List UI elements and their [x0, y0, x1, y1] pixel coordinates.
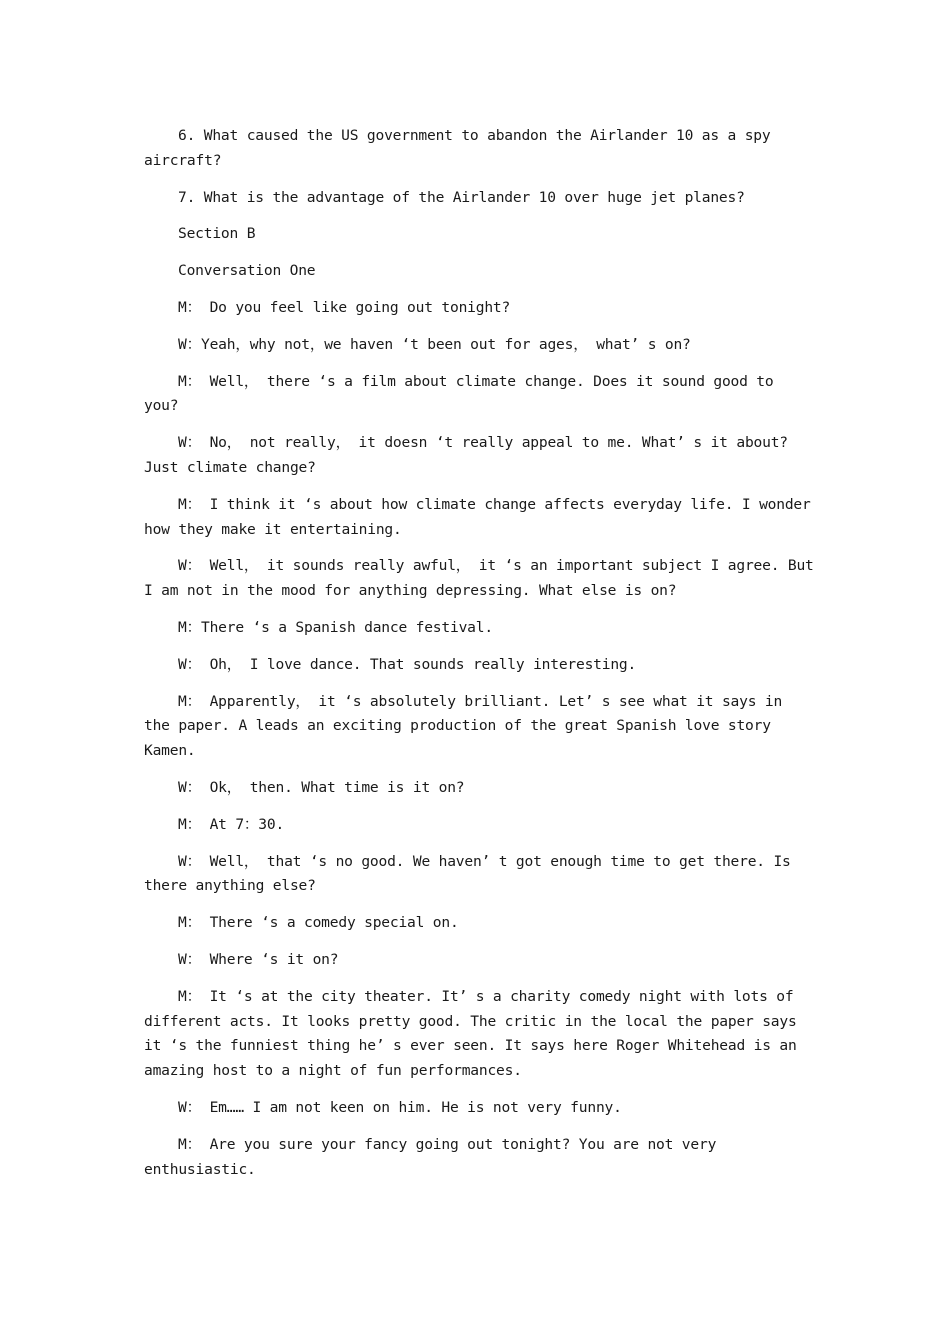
dialogue-line: M：There ‘s a Spanish dance festival. [178, 618, 493, 636]
conversation-heading: Conversation One [178, 262, 316, 280]
dialogue-line: M： At 7：30. [178, 815, 285, 833]
dialogue-line: W： Em…… I am not keen on him. He is not very funny. [178, 1098, 622, 1116]
dialogue-line: W： No， not really， it doesn ‘t really appeal to me. What’ s it about? Just climate change? [144, 434, 788, 476]
question-7: 7. What is the advantage of the Airlander 10 over huge jet planes? [178, 188, 745, 206]
dialogue-line: M： Apparently， it ‘s absolutely brilliant. Let’ s see what it says in the paper. A leads an exciting production of the great Spanish love story Kamen. [144, 692, 783, 760]
dialogue-line: W： Where ‘s it on? [178, 950, 339, 968]
dialogue-line: M： There ‘s a comedy special on. [178, 914, 459, 932]
dialogue-line: M： Do you feel like going out tonight? [178, 298, 511, 316]
dialogue-line: M： I think it ‘s about how climate change affects everyday life. I wonder how they make it entertaining. [144, 495, 811, 538]
section-heading: Section B [178, 225, 256, 243]
question-6: 6. What caused the US government to abandon the Airlander 10 as a spy aircraft? [144, 127, 771, 169]
dialogue-line: M： It ‘s at the city theater. It’ s a charity comedy night with lots of different acts. It looks pretty good. The critic in the local the paper says it ‘s the funniest thing he’ s ever seen. It says here Roger Whitehead is an amazing host to a night of fun performances. [144, 987, 797, 1080]
dialogue-line: M： Well， there ‘s a film about climate change. Does it sound good to you? [144, 372, 774, 415]
dialogue-line: W： Well， that ‘s no good. We haven’ t got enough time to get there. Is there anything else? [144, 852, 791, 895]
document-page [144, 124, 816, 1194]
dialogue-line: M： Are you sure your fancy going out tonight? You are not very enthusiastic. [144, 1135, 717, 1178]
dialogue-line: W： Oh， I love dance. That sounds really interesting. [178, 655, 637, 673]
dialogue-line: W：Yeah，why not，we haven ‘t been out for ages， what’ s on? [178, 335, 691, 353]
dialogue-line: W： Ok， then. What time is it on? [178, 778, 465, 796]
dialogue-line: W： Well， it sounds really awful， it ‘s an important subject I agree. But I am not in the mood for anything depressing. What else is on? [144, 557, 814, 600]
